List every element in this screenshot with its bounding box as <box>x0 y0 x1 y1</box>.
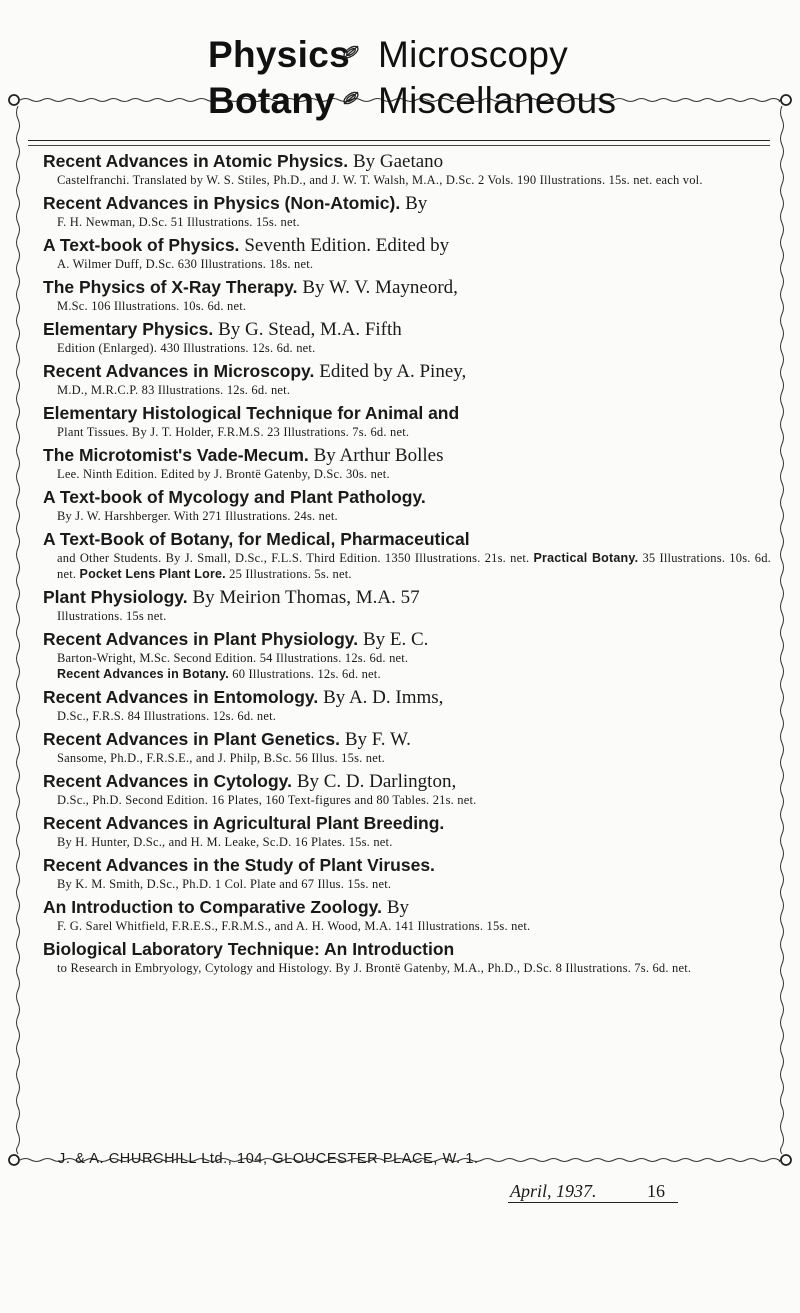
book-title: Recent Advances in Atomic Physics. <box>43 151 349 171</box>
date-underline <box>508 1202 678 1203</box>
issue-date: April, 1937. <box>510 1181 597 1201</box>
related-title: Practical Botany. <box>533 551 639 565</box>
corner-ring-top-left <box>9 95 19 105</box>
book-details: Lee. Ninth Edition. Edited by J. Brontë Gatenby, D.Sc. 30s. net. <box>57 467 390 481</box>
book-author-lead: By Gaetano <box>352 151 444 172</box>
header-botany: Botany <box>208 80 336 121</box>
book-details: F. H. Newman, D.Sc. 51 Illustrations. 15s. net. <box>57 215 300 229</box>
flower-ornament-icon <box>341 42 361 62</box>
book-author-lead: By G. Stead, M.A. Fifth <box>218 319 402 340</box>
section-header <box>208 32 708 124</box>
book-details: and Other Students. By J. Small, D.Sc., F.L.S. Third Edition. 1350 Illustrations. 21s. net. <box>57 551 530 565</box>
book-details: Illustrations. 15s net. <box>57 609 167 623</box>
book-title: Recent Advances in Plant Genetics. <box>43 729 340 749</box>
book-details: 25 Illustrations. 5s. net. <box>229 567 352 581</box>
book-details: Barton-Wright, M.Sc. Second Edition. 54 Illustrations. 12s. 6d. net. <box>57 651 409 665</box>
book-title: Recent Advances in Microscopy. <box>43 361 315 381</box>
book-details: Castelfranchi. Translated by W. S. Stiles, Ph.D., and J. W. T. Walsh, M.A., D.Sc. 2 Vols. 190 Illustrations. 15s. net. each vol. <box>57 173 703 187</box>
book-title: Recent Advances in the Study of Plant Viruses. <box>43 855 435 875</box>
corner-ring-top-right <box>781 95 791 105</box>
book-details: By J. W. Harshberger. With 271 Illustrations. 24s. net. <box>57 509 338 523</box>
book-details: Sansome, Ph.D., F.R.S.E., and J. Philp, B.Sc. 56 Illus. 15s. net. <box>57 751 385 765</box>
book-details: F. G. Sarel Whitfield, F.R.E.S., F.R.M.S., and A. H. Wood, M.A. 141 Illustrations. 15s. net. <box>57 919 531 933</box>
book-author-lead: By C. D. Darlington, <box>296 771 457 792</box>
book-entry <box>43 813 771 850</box>
book-author-lead: By A. D. Imms, <box>323 687 444 708</box>
book-title: Biological Laboratory Technique: An Introduction <box>43 939 455 959</box>
book-entry <box>43 855 771 892</box>
book-title: A Text-book of Physics. <box>43 235 240 255</box>
book-title: A Text-Book of Botany, for Medical, Pharmaceutical <box>43 529 470 549</box>
header-microscopy: Microscopy <box>378 34 569 75</box>
book-details: M.Sc. 106 Illustrations. 10s. 6d. net. <box>57 299 247 313</box>
book-title: An Introduction to Comparative Zoology. <box>43 897 382 917</box>
flower-ornament-icon <box>341 88 361 108</box>
book-entry <box>43 445 771 482</box>
book-title: Recent Advances in Physics (Non-Atomic). <box>43 193 401 213</box>
book-author-lead: By Meirion Thomas, M.A. 57 <box>192 587 420 608</box>
book-entry <box>43 151 771 188</box>
book-details: By K. M. Smith, D.Sc., Ph.D. 1 Col. Plate and 67 Illus. 15s. net. <box>57 877 392 891</box>
book-details: 35 Illustrations. 10s. 6d. net. <box>57 551 771 581</box>
header-row-1 <box>208 32 708 78</box>
book-details: Edition (Enlarged). 430 Illustrations. 12s. 6d. net. <box>57 341 316 355</box>
book-details: A. Wilmer Duff, D.Sc. 630 Illustrations. 18s. net. <box>57 257 314 271</box>
related-title: Pocket Lens Plant Lore. <box>79 567 226 581</box>
book-title: Recent Advances in Cytology. <box>43 771 292 791</box>
book-details: M.D., M.R.C.P. 83 Illustrations. 12s. 6d. net. <box>57 383 291 397</box>
book-entry <box>43 629 771 682</box>
book-entry <box>43 939 771 976</box>
page-number: 16 <box>647 1181 665 1201</box>
book-entry <box>43 487 771 524</box>
book-entry <box>43 319 771 356</box>
book-list <box>43 151 771 981</box>
book-title: A Text-book of Mycology and Plant Pathology. <box>43 487 426 507</box>
header-row-2 <box>208 78 708 124</box>
book-author-lead: Seventh Edition. Edited by <box>244 235 450 256</box>
book-author-lead: Edited by A. Piney, <box>319 361 467 382</box>
book-entry <box>43 587 771 624</box>
book-author-lead: By <box>386 897 410 918</box>
book-entry <box>43 897 771 934</box>
book-details: By H. Hunter, D.Sc., and H. M. Leake, Sc.D. 16 Plates. 15s. net. <box>57 835 393 849</box>
book-entry <box>43 235 771 272</box>
book-author-lead: By E. C. <box>362 629 429 650</box>
book-entry <box>43 771 771 808</box>
header-miscellaneous: Miscellaneous <box>378 80 617 121</box>
book-title: The Physics of X-Ray Therapy. <box>43 277 298 297</box>
book-entry <box>43 729 771 766</box>
book-entry <box>43 687 771 724</box>
book-entry <box>43 361 771 398</box>
book-title: Recent Advances in Agricultural Plant Breeding. <box>43 813 445 833</box>
header-physics: Physics <box>208 34 350 75</box>
book-details: 60 Illustrations. 12s. 6d. net. <box>232 667 381 681</box>
book-details: Plant Tissues. By J. T. Holder, F.R.M.S. 23 Illustrations. 7s. 6d. net. <box>57 425 410 439</box>
book-entry <box>43 403 771 440</box>
header-rule <box>28 140 770 141</box>
book-details: D.Sc., Ph.D. Second Edition. 16 Plates, 160 Text-figures and 80 Tables. 21s. net. <box>57 793 477 807</box>
book-entry <box>43 193 771 230</box>
book-title: Recent Advances in Plant Physiology. <box>43 629 359 649</box>
book-entry <box>43 277 771 314</box>
publisher-footer: J. & A. CHURCHILL Ltd., 104, GLOUCESTER PLACE, W. 1. <box>58 1151 479 1167</box>
book-title: Plant Physiology. <box>43 587 188 607</box>
book-author-lead: By Arthur Bolles <box>313 445 444 466</box>
book-author-lead: By F. W. <box>344 729 411 750</box>
corner-ring-bottom-right <box>781 1155 791 1165</box>
book-title: Recent Advances in Entomology. <box>43 687 319 707</box>
book-author-lead: By <box>405 193 428 214</box>
book-details: to Research in Embryology, Cytology and Histology. By J. Brontë Gatenby, M.A., Ph.D., D.Sc. 8 Illustrations. 7s. 6d. net. <box>57 961 692 975</box>
book-author-lead: By W. V. Mayneord, <box>302 277 458 298</box>
corner-ring-bottom-left <box>9 1155 19 1165</box>
book-title: The Microtomist's Vade-Mecum. <box>43 445 309 465</box>
book-title: Elementary Physics. <box>43 319 214 339</box>
book-entry <box>43 529 771 582</box>
related-title: Recent Advances in Botany. <box>57 667 229 681</box>
book-details: D.Sc., F.R.S. 84 Illustrations. 12s. 6d. net. <box>57 709 277 723</box>
book-title: Elementary Histological Technique for Animal and <box>43 403 460 423</box>
header-rule-inner <box>28 145 770 146</box>
